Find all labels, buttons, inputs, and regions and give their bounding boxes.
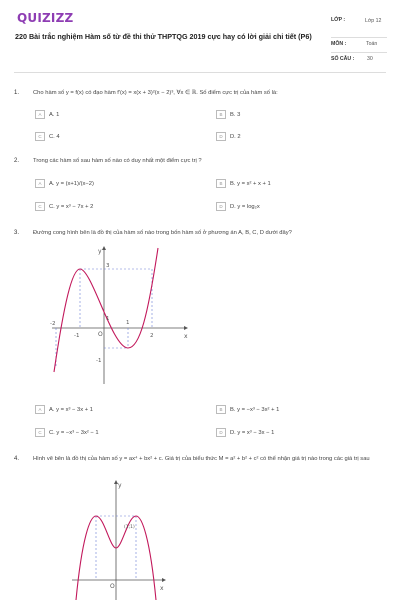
option-text: C. 4 xyxy=(49,133,60,140)
tick-label-y3: 3 xyxy=(106,263,110,269)
question-4-text: Hình vẽ bên là đồ thị của hàm số y = ax⁴ + bx² + c. Giá trị của biểu thức M = a² + b² + c² có thể nhận giá trị nào trong các giá trị sau xyxy=(33,456,370,462)
option-letter-box: B xyxy=(216,179,226,188)
origin-label: O xyxy=(110,583,115,590)
option-letter-box: B xyxy=(216,110,226,119)
option-letter-box: C xyxy=(35,202,45,211)
x-axis-arrow xyxy=(162,578,166,582)
question-1-number: 1. xyxy=(14,90,20,96)
subject-value: Toán xyxy=(366,41,378,47)
option-letter-box: C xyxy=(35,428,45,437)
q1-option-d[interactable] xyxy=(216,132,241,141)
question-4-number: 4. xyxy=(14,456,20,462)
option-text: C. y = −x³ − 3x² − 1 xyxy=(49,429,99,436)
x-axis-label: x xyxy=(160,585,164,592)
y-axis-label: y xyxy=(98,248,102,255)
point-label: (1;1) xyxy=(124,525,135,530)
y-axis-arrow xyxy=(102,246,106,250)
option-text: A. y = x³ − 3x + 1 xyxy=(49,406,93,413)
option-letter-box: C xyxy=(35,132,45,141)
question-2-text: Trong các hàm số sau hàm số nào có duy nhất một điểm cực trị ? xyxy=(33,158,202,164)
count-value: 30 xyxy=(367,56,373,62)
meta-divider-1 xyxy=(331,37,387,38)
subject-label: MÔN : xyxy=(331,41,347,47)
q1-option-a[interactable] xyxy=(35,110,59,119)
q3-option-a[interactable] xyxy=(35,405,93,414)
q1-option-b[interactable] xyxy=(216,110,240,119)
origin-label: O xyxy=(98,331,103,338)
question-2-number: 2. xyxy=(14,158,20,164)
question-3-number: 3. xyxy=(14,230,20,236)
q2-option-c[interactable] xyxy=(35,202,93,211)
y-axis-label: y xyxy=(118,482,122,489)
option-text: B. 3 xyxy=(230,111,241,118)
tick-label-m1: -1 xyxy=(74,333,80,339)
class-value: Lớp 12 xyxy=(365,18,382,24)
q2-option-b[interactable] xyxy=(216,179,271,188)
option-text: C. y = x³ − 7x + 2 xyxy=(49,203,94,210)
quizizz-logo: QUIZIZZ xyxy=(17,11,74,25)
option-letter-box: A xyxy=(35,179,45,188)
option-text: D. y = x³ − 3x − 1 xyxy=(230,429,275,436)
option-letter-box: A xyxy=(35,405,45,414)
option-text: D. y = log₂x xyxy=(230,203,260,210)
x-axis-arrow xyxy=(184,326,188,330)
option-letter-box: D xyxy=(216,132,226,141)
q3-option-c[interactable] xyxy=(35,428,99,437)
worksheet-title: 220 Bài trắc nghiệm Hàm số từ đề thi thử THPTQG 2019 cực hay có lời giải chi tiết (P6) xyxy=(15,32,312,41)
q2-option-a[interactable] xyxy=(35,179,94,188)
option-text: B. y = x² + x + 1 xyxy=(230,180,271,187)
option-text: B. y = −x³ − 3x² + 1 xyxy=(230,406,280,413)
header-divider xyxy=(14,72,386,73)
tick-label-ym1: -1 xyxy=(96,358,102,364)
question-3-graph xyxy=(40,244,190,390)
x-axis-label: x xyxy=(184,333,188,340)
q2-option-d[interactable] xyxy=(216,202,260,211)
option-text: A. 1 xyxy=(49,111,60,118)
count-label: SỐ CÂU : xyxy=(331,56,355,62)
q3-option-b[interactable] xyxy=(216,405,279,414)
tick-label-1: 1 xyxy=(126,320,130,326)
tick-label-2: 2 xyxy=(150,333,154,339)
tick-label-y1: 1 xyxy=(106,316,110,322)
option-text: D. 2 xyxy=(230,133,241,140)
question-1-text: Cho hàm số y = f(x) có đạo hàm f'(x) = x(x + 3)²(x − 2)³, ∀x ∈ ℝ. Số điểm cực trị của hàm số là: xyxy=(33,90,278,96)
q3-option-d[interactable] xyxy=(216,428,274,437)
tick-label-m2: -2 xyxy=(50,321,56,327)
q1-option-c[interactable] xyxy=(35,132,60,141)
meta-divider-2 xyxy=(331,52,387,53)
option-text: A. y = (x+1)/(x−2) xyxy=(49,180,94,187)
option-letter-box: A xyxy=(35,110,45,119)
question-4-graph xyxy=(70,478,166,600)
question-3-text: Đường cong hình bên là đồ thị của hàm số nào trong bốn hàm số ở phương án A, B, C, D dưới đây? xyxy=(33,230,292,236)
option-letter-box: B xyxy=(216,405,226,414)
option-letter-box: D xyxy=(216,202,226,211)
option-letter-box: D xyxy=(216,428,226,437)
class-label: LỚP : xyxy=(331,17,346,23)
